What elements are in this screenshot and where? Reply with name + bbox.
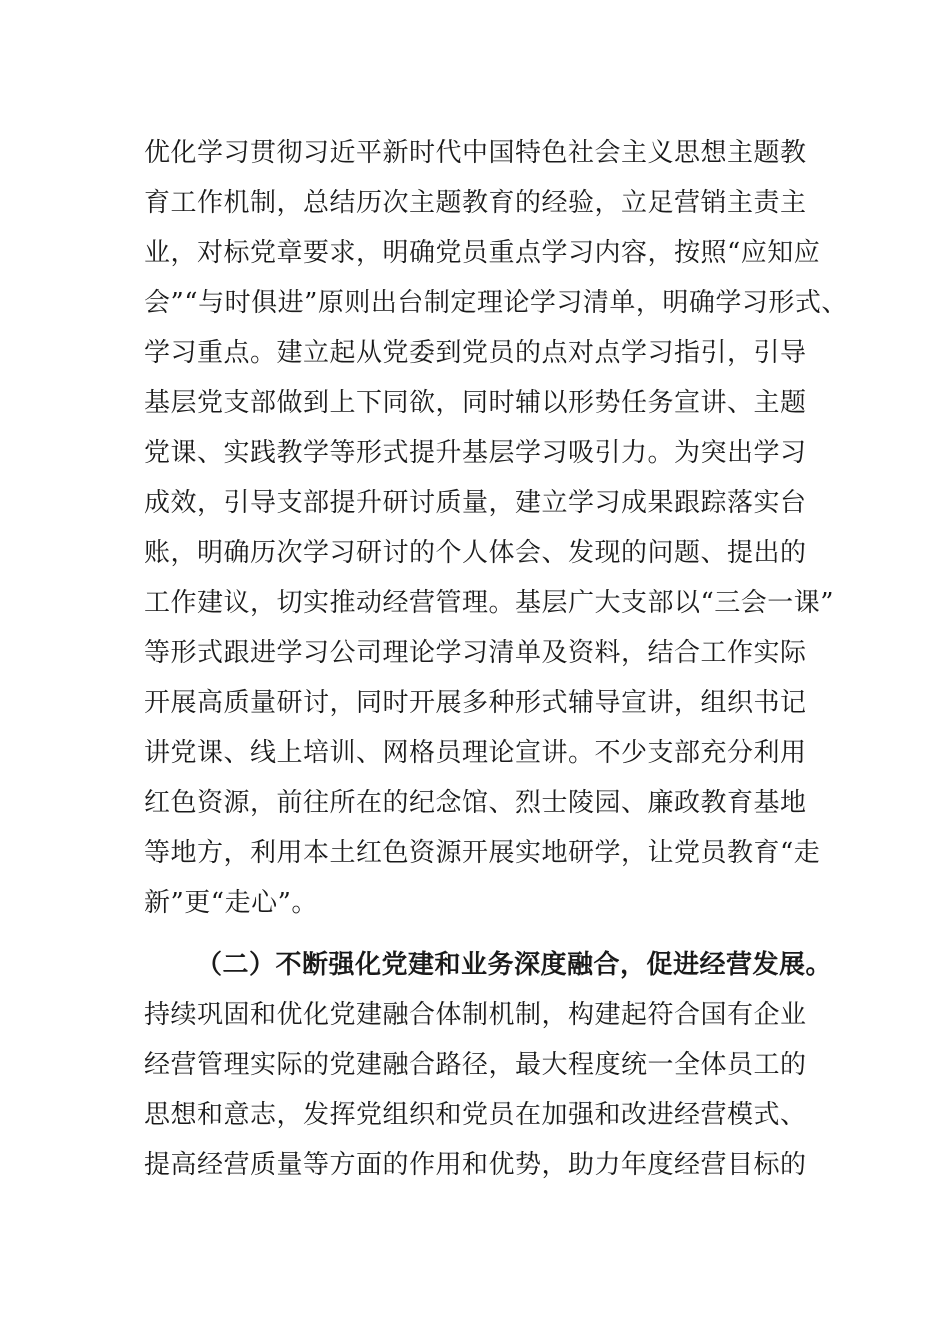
paragraph-line: 会”“与时俱进”原则出台制定理论学习清单，明确学习形式、 xyxy=(144,288,848,318)
paragraph-line: 工作建议，切实推动经营管理。基层广大支部以“三会一课” xyxy=(144,588,835,618)
paragraph-line: 成效，引导支部提升研讨质量，建立学习成果跟踪落实台 xyxy=(144,488,807,518)
section-2 xyxy=(144,940,844,1190)
paragraph-line: 思想和意志，发挥党组织和党员在加强和改进经营模式、 xyxy=(144,1100,807,1130)
paragraph-line: 优化学习贯彻习近平新时代中国特色社会主义思想主题教 xyxy=(144,138,807,168)
paragraph-line: 业，对标党章要求，明确党员重点学习内容，按照“应知应 xyxy=(144,238,821,268)
paragraph-line: 经营管理实际的党建融合路径，最大程度统一全体员工的 xyxy=(144,1050,807,1080)
document-body xyxy=(144,128,848,1190)
paragraph-line: 等形式跟进学习公司理论学习清单及资料，结合工作实际 xyxy=(144,638,807,668)
paragraph-line: 基层党支部做到上下同欲，同时辅以形势任务宣讲、主题 xyxy=(144,388,807,418)
paragraph-line: 学习重点。建立起从党委到党员的点对点学习指引，引导 xyxy=(144,338,807,368)
section-heading: （二）不断强化党建和业务深度融合，促进经营发展。 xyxy=(196,950,833,980)
paragraph-1 xyxy=(144,128,848,928)
paragraph-line: 红色资源，前往所在的纪念馆、烈士陵园、廉政教育基地 xyxy=(144,788,807,818)
paragraph-line: 新”更“走心”。 xyxy=(144,888,318,918)
paragraph-line: 党课、实践教学等形式提升基层学习吸引力。为突出学习 xyxy=(144,438,807,468)
paragraph-line: 提高经营质量等方面的作用和优势，助力年度经营目标的 xyxy=(144,1150,807,1180)
paragraph-line: 开展高质量研讨，同时开展多种形式辅导宣讲，组织书记 xyxy=(144,688,807,718)
paragraph-line: 等地方，利用本土红色资源开展实地研学，让党员教育“走 xyxy=(144,838,821,868)
paragraph-line: 育工作机制，总结历次主题教育的经验，立足营销主责主 xyxy=(144,188,807,218)
paragraph-line: 账，明确历次学习研讨的个人体会、发现的问题、提出的 xyxy=(144,538,807,568)
paragraph-line: 讲党课、线上培训、网格员理论宣讲。不少支部充分利用 xyxy=(144,738,807,768)
paragraph-line: 持续巩固和优化党建融合体制机制，构建起符合国有企业 xyxy=(144,1000,807,1030)
